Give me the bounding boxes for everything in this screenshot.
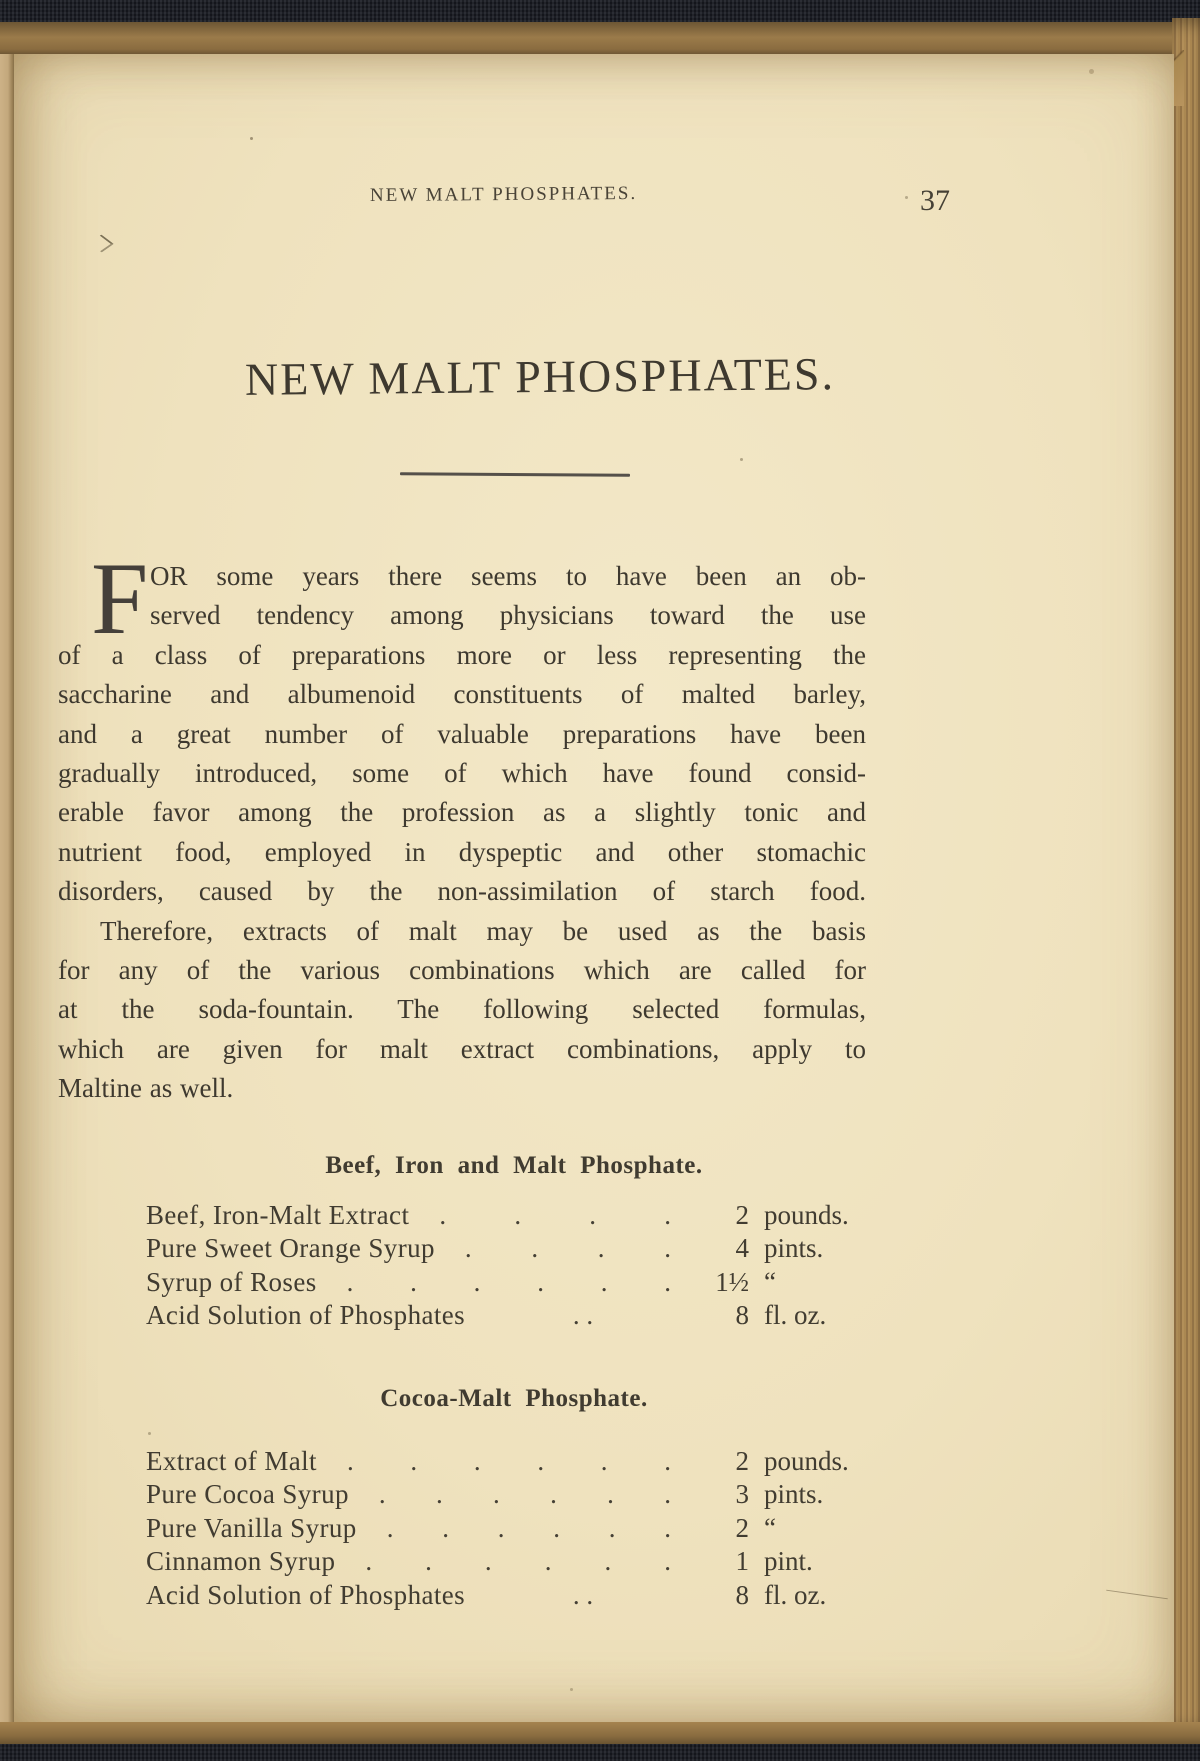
dot-leader: . . . . . .: [378, 1479, 671, 1510]
ingredient-row: [146, 1233, 896, 1266]
ingredient-name: Pure Vanilla Syrup: [146, 1512, 357, 1543]
recipe-heading-cocoa-malt: Cocoa-Malt Phosphate.: [380, 1385, 648, 1412]
recipe-table-beef-iron-malt: [146, 1200, 896, 1334]
body-line: saccharine and albumenoid constituents of malted barley,: [58, 679, 866, 710]
ingredient-row: [146, 1300, 896, 1333]
page-title: NEW MALT PHOSPHATES.: [244, 348, 836, 405]
divider-rule: [400, 472, 630, 477]
dot-leader: . . . .: [464, 1233, 671, 1264]
ingredient-unit: pints.: [764, 1233, 824, 1264]
recipe-heading-beef-iron-malt: Beef, Iron and Malt Phosphate.: [325, 1152, 703, 1179]
ingredient-name: Extract of Malt: [146, 1446, 317, 1476]
page-block-fore-edge: [1172, 18, 1200, 1734]
ingredient-name: Syrup of Roses: [146, 1266, 317, 1297]
ingredient-quantity: 3: [735, 1479, 749, 1510]
ingredient-unit: fl. oz.: [764, 1579, 827, 1610]
ingredient-row: [146, 1479, 896, 1512]
ingredient-quantity: 8: [735, 1579, 749, 1610]
stray-pen-mark: [89, 234, 114, 252]
body-line: Therefore, extracts of malt may be used as the basis: [100, 915, 866, 946]
ingredient-row: [146, 1200, 896, 1233]
body-line: and a great number of valuable preparations have been: [58, 718, 866, 749]
body-line: for any of the various combinations which are called for: [58, 954, 866, 985]
recipe-table-cocoa-malt: [146, 1446, 896, 1613]
book-page: [14, 54, 1174, 1724]
ingredient-quantity: 2: [735, 1446, 749, 1476]
ingredient-quantity: 1½: [715, 1266, 749, 1297]
dot-leader: . . . . . .: [365, 1546, 671, 1577]
body-line: gradually introduced, some of which have found consid-: [58, 757, 866, 788]
paper-specks: [250, 137, 253, 140]
ingredient-quantity: 1: [735, 1546, 749, 1577]
ingredient-row: [146, 1546, 896, 1579]
page-number: 37: [920, 184, 950, 217]
body-text: [58, 542, 866, 1108]
ingredient-name: Beef, Iron-Malt Extract: [146, 1200, 410, 1230]
body-line: disorders, caused by the non-assimilation of starch food.: [58, 876, 866, 907]
ingredient-unit: pounds.: [764, 1200, 849, 1230]
ingredient-unit: “: [764, 1512, 776, 1543]
body-line: OR some years there seems to have been an ob-: [150, 561, 866, 591]
ingredient-quantity: 2: [735, 1512, 749, 1543]
paper-scratch: [1106, 1590, 1168, 1600]
ingredient-unit: pints.: [764, 1479, 824, 1510]
ingredient-row: [146, 1267, 896, 1300]
ingredient-name: Pure Cocoa Syrup: [146, 1479, 349, 1510]
dot-leader: . . . . . .: [346, 1446, 671, 1476]
body-line: which are given for malt extract combinations, apply to: [58, 1033, 866, 1064]
ingredient-name: Cinnamon Syrup: [146, 1546, 336, 1577]
ingredient-row: [146, 1580, 896, 1613]
page-block-top-edge: [0, 22, 1200, 56]
ingredient-unit: fl. oz.: [764, 1300, 827, 1331]
ingredient-quantity: 4: [735, 1233, 749, 1264]
ingredient-quantity: 8: [735, 1300, 749, 1331]
dot-leader: . . . .: [439, 1200, 671, 1230]
body-line: erable favor among the profession as a slightly tonic and: [58, 797, 866, 828]
body-line: at the soda-fountain. The following selected formulas,: [58, 994, 866, 1025]
ingredient-unit: pint.: [764, 1546, 813, 1577]
body-line: nutrient food, employed in dyspeptic and other stomachic: [58, 836, 866, 867]
ingredient-name: Acid Solution of Phosphates: [146, 1300, 466, 1331]
drop-cap: F: [91, 542, 149, 656]
ingredient-row: [146, 1446, 896, 1479]
ingredient-quantity: 2: [735, 1200, 749, 1230]
dot-leader: . . . . . .: [386, 1512, 671, 1543]
ingredient-unit: pounds.: [764, 1446, 849, 1476]
ingredient-unit: “: [764, 1266, 776, 1297]
ingredient-name: Acid Solution of Phosphates: [146, 1579, 466, 1610]
body-line: served tendency among physicians toward the use: [150, 600, 866, 631]
ingredient-name: Pure Sweet Orange Syrup: [146, 1233, 435, 1264]
body-line: Maltine as well.: [58, 1073, 234, 1104]
dot-leader: . .: [572, 1579, 594, 1610]
ingredient-row: [146, 1513, 896, 1546]
dot-leader: . .: [572, 1300, 594, 1331]
running-head: NEW MALT PHOSPHATES.: [369, 182, 638, 207]
body-line: of a class of preparations more or less representing the: [58, 639, 866, 670]
book-cover-bottom: [0, 1744, 1200, 1761]
dot-leader: . . . . . .: [346, 1266, 671, 1297]
